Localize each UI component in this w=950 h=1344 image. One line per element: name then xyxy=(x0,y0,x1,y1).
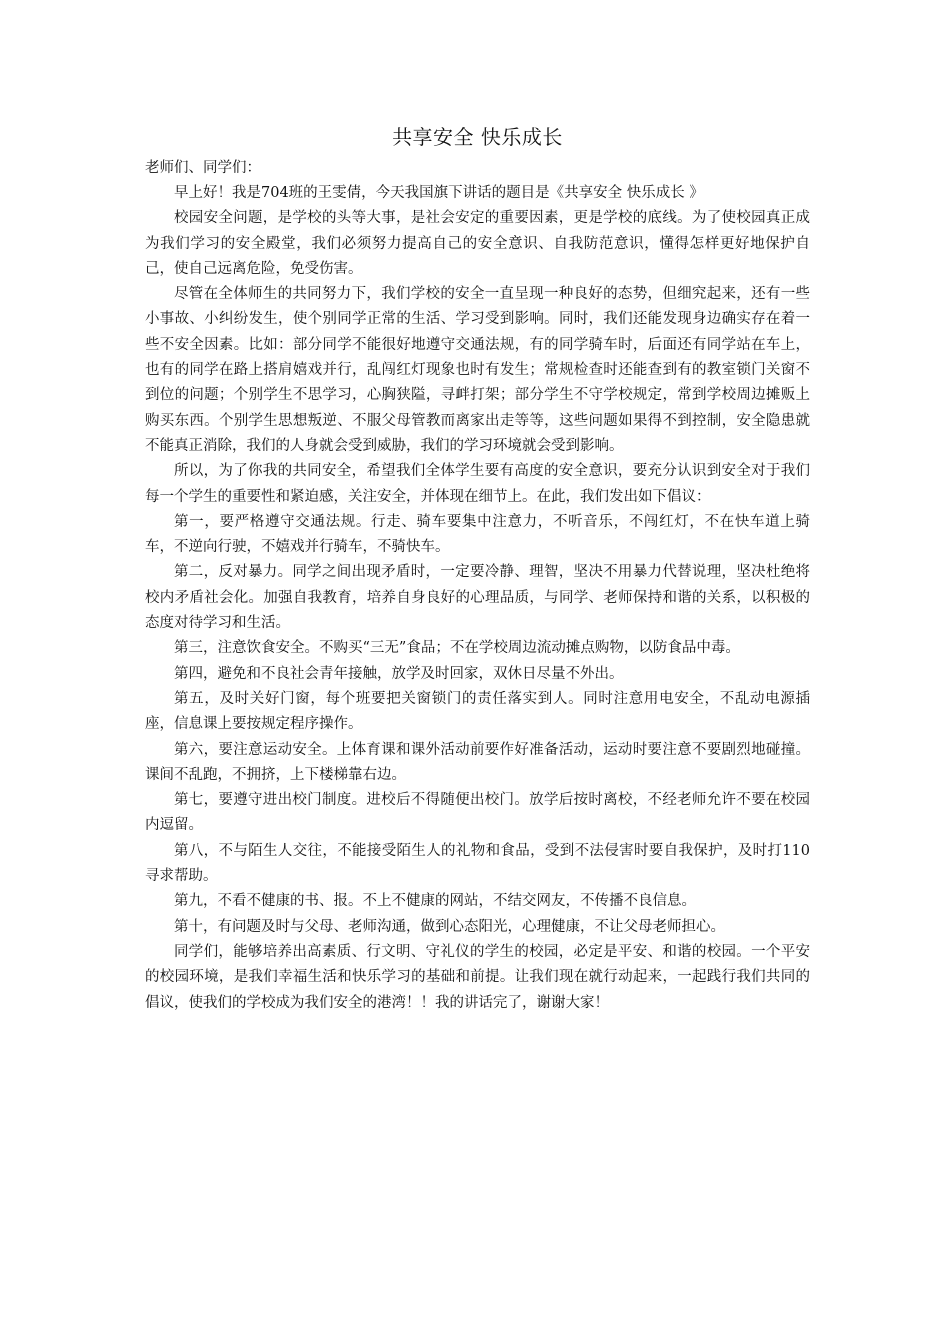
paragraph-rule-3: 第三，注意饮食安全。不购买“三无”食品；不在学校周边流动摊点购物，以防食品中毒。 xyxy=(174,640,740,657)
salutation: 老师们、同学们： xyxy=(145,160,261,176)
paragraph-rule-2: 第二，反对暴力。同学之间出现矛盾时，一定要冷静、理智，坚决不用暴力代替说理，坚决杜绝将校内矛盾社会化。加强自我教育，培养自身良好的心理品质，与同学、老师保持和谐的关系，以积极的态度对待学习和生活。 xyxy=(145,564,810,632)
paragraph-rule-9: 第九，不看不健康的书、报。不上不健康的网站，不结交网友，不传播不良信息。 xyxy=(174,893,696,910)
paragraph-closing: 同学们，能够培养出高素质、行文明、守礼仪的学生的校园，必定是平安、和谐的校园。一个平安的校园环境，是我们幸福生活和快乐学习的基础和前提。让我们现在就行动起来，一起践行我们共同的倡议，使我们的学校成为我们安全的港湾！！我的讲话完了，谢谢大家！ xyxy=(145,943,810,1011)
paragraph-rule-7: 第七，要遵守进出校门制度。进校后不得随便出校门。放学后按时离校，不经老师允许不要在校园内逗留。 xyxy=(145,792,810,834)
paragraph-initiative-intro: 所以，为了你我的共同安全，希望我们全体学生要有高度的安全意识，要充分认识到安全对于我们每一个学生的重要性和紧迫感，关注安全，并体现在细节上。在此，我们发出如下倡议： xyxy=(145,463,810,505)
paragraph-greeting: 早上好！我是704班的王雯倩，今天我国旗下讲话的题目是《共享安全 快乐成长 》 xyxy=(174,185,704,201)
paragraph-current-issues: 尽管在全体师生的共同努力下，我们学校的安全一直呈现一种良好的态势，但细究起来，还有一些小事故、小纠纷发生，使个别同学正常的生活、学习受到影响。同时，我们还能发现身边确实存在着一些不安全因素。比如：部分同学不能很好地遵守交通法规，有的同学骑车时，后面还有同学站在车上，也有的同学在路上搭肩嬉戏并行，乱闯红灯现象也时有发生；常规检查时还能查到有的教室锁门关窗不到位的问题；个别学生不思学习，心胸狭隘，寻衅打架；部分学生不守学校规定，常到学校周边摊贩上购买东西。个别学生思想叛逆、不服父母管教而离家出走等等，这些问题如果得不到控制，安全隐患就不能真正消除，我们的人身就会受到威胁，我们的学习环境就会受到影响。 xyxy=(145,286,810,454)
paragraph-rule-8: 第八，不与陌生人交往，不能接受陌生人的礼物和食品，受到不法侵害时要自我保护，及时打110寻求帮助。 xyxy=(145,842,810,885)
paragraph-rule-10: 第十，有问题及时与父母、老师沟通，做到心态阳光，心理健康，不让父母老师担心。 xyxy=(174,918,725,935)
document-title: 共享安全 快乐成长 xyxy=(392,125,563,149)
paragraph-school-safety: 校园安全问题，是学校的头等大事，是社会安定的重要因素，更是学校的底线。为了使校园真正成为我们学习的安全殿堂，我们必须努力提高自己的安全意识、自我防范意识，懂得怎样更好地保护自己，使自己远离危险，免受伤害。 xyxy=(145,210,810,277)
document-body xyxy=(145,118,810,1016)
paragraph-rule-1: 第一，要严格遵守交通法规。行走、骑车要集中注意力，不听音乐，不闯红灯，不在快车道上骑车，不逆向行驶，不嬉戏并行骑车，不骑快车。 xyxy=(145,513,810,556)
paragraph-rule-5: 第五，及时关好门窗，每个班要把关窗锁门的责任落实到人。同时注意用电安全，不乱动电源插座，信息课上要按规定程序操作。 xyxy=(145,690,810,733)
paragraph-rule-6: 第六，要注意运动安全。上体育课和课外活动前要作好准备活动，运动时要注意不要剧烈地碰撞。课间不乱跑，不拥挤，上下楼梯靠右边。 xyxy=(145,741,810,783)
paragraph-rule-4: 第四，避免和不良社会青年接触，放学及时回家，双休日尽量不外出。 xyxy=(174,665,624,682)
